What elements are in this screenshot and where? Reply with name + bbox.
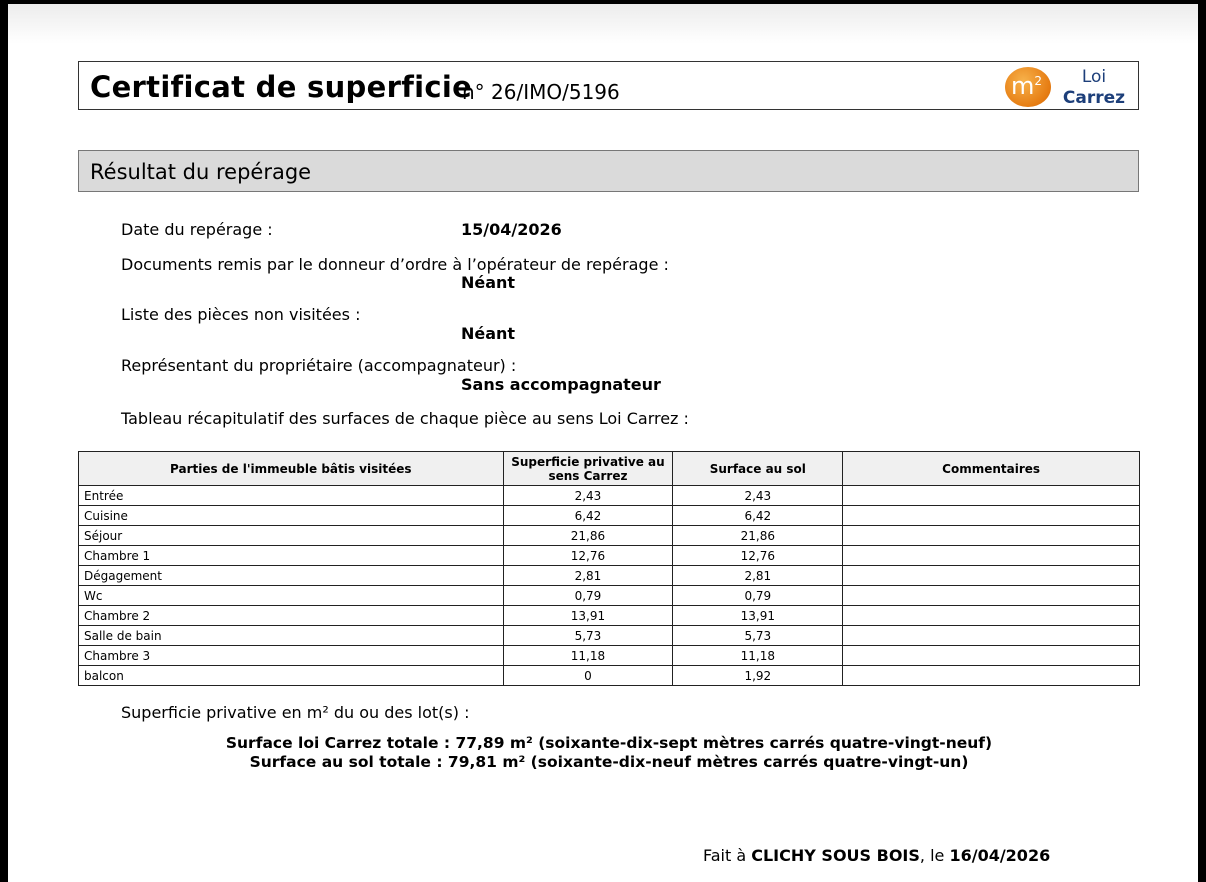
signature-line — [703, 846, 1050, 865]
room-name: Chambre 2 — [79, 606, 504, 626]
logo-line-1: Loi — [1081, 67, 1107, 87]
page-top-shade — [8, 4, 1198, 44]
room-name: Chambre 1 — [79, 546, 504, 566]
comment — [843, 606, 1140, 626]
logo-text — [1059, 67, 1129, 109]
carrez-area: 21,86 — [503, 526, 673, 546]
documents-value: Néant — [461, 273, 516, 292]
table-header-row — [79, 452, 1140, 486]
comment — [843, 666, 1140, 686]
room-name: Cuisine — [79, 506, 504, 526]
comment — [843, 546, 1140, 566]
carrez-area: 11,18 — [503, 646, 673, 666]
table-row — [79, 526, 1140, 546]
non-visited-value: Néant — [461, 324, 516, 343]
floor-area: 11,18 — [673, 646, 843, 666]
floor-area: 13,91 — [673, 606, 843, 626]
carrez-total: Surface loi Carrez totale : 77,89 m² (soixante-dix-sept mètres carrés quatre-vingt-neuf) — [225, 734, 993, 752]
floor-area: 5,73 — [673, 626, 843, 646]
summary-label: Superficie privative en m² du ou des lot(s) : — [121, 703, 470, 722]
room-name: balcon — [79, 666, 504, 686]
carrez-area: 13,91 — [503, 606, 673, 626]
surfaces-table — [78, 451, 1140, 686]
carrez-area: 0,79 — [503, 586, 673, 606]
table-intro: Tableau récapitulatif des surfaces de chaque pièce au sens Loi Carrez : — [121, 409, 689, 428]
room-name: Séjour — [79, 526, 504, 546]
comment — [843, 646, 1140, 666]
carrez-area: 2,43 — [503, 486, 673, 506]
room-name: Dégagement — [79, 566, 504, 586]
table-row — [79, 546, 1140, 566]
representative-label: Représentant du propriétaire (accompagnateur) : — [121, 356, 517, 375]
floor-area: 2,43 — [673, 486, 843, 506]
certificate-header — [78, 61, 1139, 110]
document-page — [8, 4, 1198, 882]
floor-total: Surface au sol totale : 79,81 m² (soixante-dix-neuf mètres carrés quatre-vingt-un) — [249, 753, 969, 771]
floor-area: 2,81 — [673, 566, 843, 586]
carrez-area: 0 — [503, 666, 673, 686]
section-header — [78, 150, 1139, 192]
comment — [843, 626, 1140, 646]
signature-date: 16/04/2026 — [949, 846, 1051, 865]
certificate-number: n° 26/IMO/5196 — [462, 80, 620, 104]
signature-middle: , le — [919, 846, 950, 865]
table-row — [79, 606, 1140, 626]
table-row — [79, 666, 1140, 686]
table-row — [79, 566, 1140, 586]
representative-value: Sans accompagnateur — [461, 375, 661, 394]
room-name: Entrée — [79, 486, 504, 506]
room-name: Salle de bain — [79, 626, 504, 646]
loi-carrez-logo — [1005, 67, 1133, 107]
carrez-area: 2,81 — [503, 566, 673, 586]
column-header-sol: Surface au sol — [673, 452, 843, 486]
floor-area: 21,86 — [673, 526, 843, 546]
floor-area: 0,79 — [673, 586, 843, 606]
table-row — [79, 626, 1140, 646]
date-value: 15/04/2026 — [461, 220, 562, 239]
logo-symbol: $m^2$ — [1011, 72, 1043, 100]
comment — [843, 586, 1140, 606]
table-row — [79, 506, 1140, 526]
signature-place: CLICHY SOUS BOIS — [751, 846, 920, 865]
carrez-area: 12,76 — [503, 546, 673, 566]
floor-area: 12,76 — [673, 546, 843, 566]
section-title: Résultat du repérage — [90, 160, 312, 184]
table-row — [79, 586, 1140, 606]
column-header-comments: Commentaires — [843, 452, 1140, 486]
table-row — [79, 646, 1140, 666]
date-label: Date du repérage : — [121, 220, 273, 239]
documents-label: Documents remis par le donneur d’ordre à l’opérateur de repérage : — [121, 255, 669, 274]
carrez-area: 6,42 — [503, 506, 673, 526]
signature-prefix: Fait à — [703, 846, 752, 865]
comment — [843, 506, 1140, 526]
comment — [843, 486, 1140, 506]
floor-area: 6,42 — [673, 506, 843, 526]
page-title: Certificat de superficie — [90, 70, 473, 104]
comment — [843, 566, 1140, 586]
carrez-area: 5,73 — [503, 626, 673, 646]
logo-line-2: Carrez — [1062, 88, 1126, 108]
comment — [843, 526, 1140, 546]
room-name: Chambre 3 — [79, 646, 504, 666]
table-row — [79, 486, 1140, 506]
room-name: Wc — [79, 586, 504, 606]
floor-area: 1,92 — [673, 666, 843, 686]
m2-icon — [1005, 67, 1051, 107]
column-header-parts: Parties de l'immeuble bâtis visitées — [79, 452, 504, 486]
column-header-carrez: Superficie privative au sens Carrez — [503, 452, 673, 486]
non-visited-label: Liste des pièces non visitées : — [121, 305, 361, 324]
